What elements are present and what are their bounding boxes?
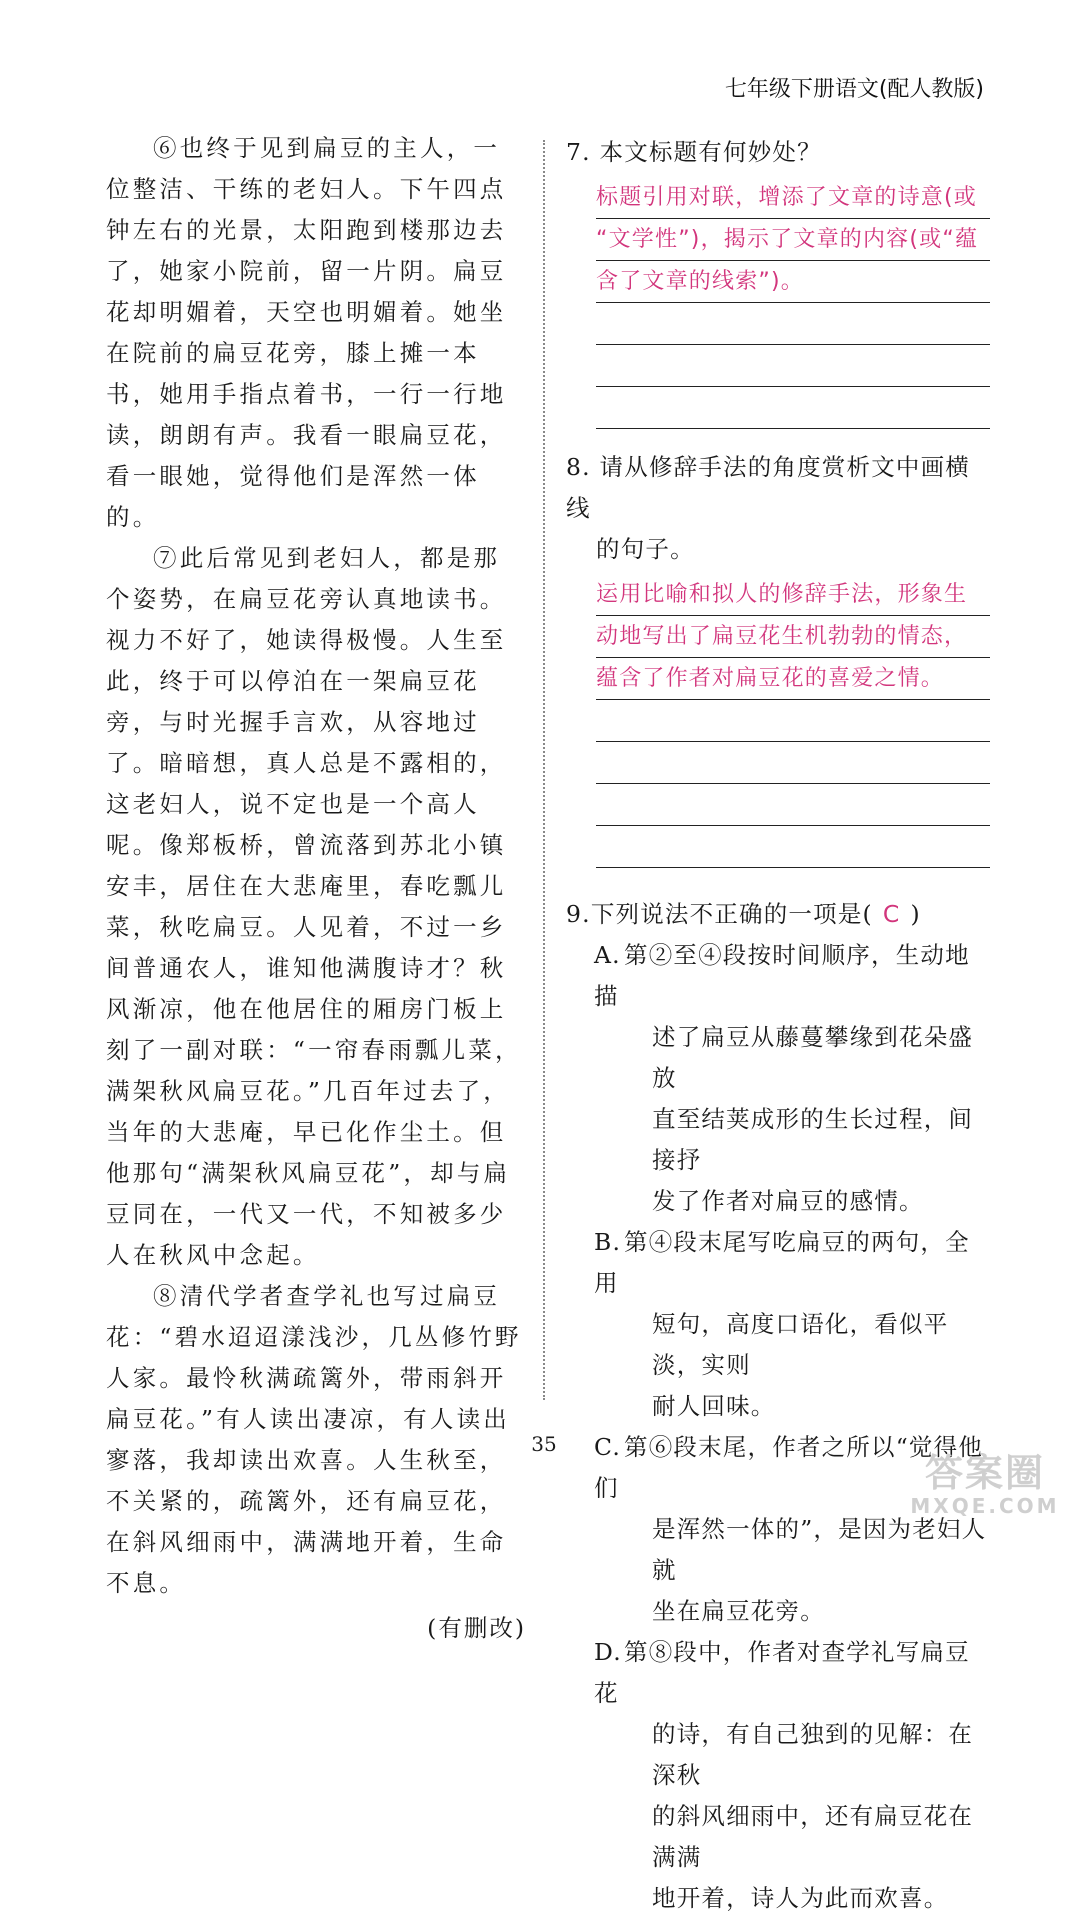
blank-answer-line (596, 826, 990, 868)
option-line: 坐在扁豆花旁。 (652, 1597, 825, 1625)
answer-line: “文学性”)，揭示了文章的内容(或“蕴 (596, 219, 990, 261)
answer-line: 标题引用对联，增添了文章的诗意(或 (596, 177, 990, 219)
paragraph-6: ⑥也终于见到扁豆的主人，一位整洁、干练的老妇人。下午四点钟左右的光景，太阳跑到楼那边去了，她家小院前，留一片阴。扁豆花却明媚着，天空也明媚着。她坐在院前的扁豆花旁，膝上摊一本书，她用手指点着书，一行一行地读，朗朗有声。我看一眼扁豆花，看一眼她，觉得他们是浑然一体的。 (106, 134, 507, 531)
option-line: 述了扁豆从藤蔓攀缘到花朵盛放 (652, 1023, 974, 1092)
option-letter: C. (594, 1433, 622, 1461)
paragraph-8: ⑧清代学者查学礼也写过扁豆花：“碧水迢迢漾浅沙，几丛修竹野人家。最怜秋满疏篱外，带雨斜开扁豆花。”有人读出凄凉，有人读出寥落，我却读出欢喜。人生秋至，不关紧的，疏篱外，还有扁豆花，在斜风细雨中，满满地开着，生命不息。 (106, 1282, 522, 1597)
blank-answer-line (596, 700, 990, 742)
questions-column (566, 132, 990, 1919)
page-header: 七年级下册语文(配人教版) (724, 77, 984, 102)
question-9-text: 下列说法不正确的一项是( (590, 900, 873, 928)
question-9-number: 9. (566, 900, 591, 928)
question-7 (566, 132, 990, 173)
option-a (566, 935, 990, 1222)
blank-answer-line (596, 387, 990, 429)
question-9-close-paren: ) (910, 900, 921, 928)
source-note: (有删改) (427, 1614, 526, 1642)
option-line: 第④段末尾写吃扁豆的两句，全用 (594, 1228, 970, 1297)
option-line: 第⑧段中，作者对查学礼写扁豆花 (594, 1638, 970, 1707)
question-7-answer (596, 177, 990, 303)
blank-answer-line (596, 742, 990, 784)
answer-line: 动地写出了扁豆花生机勃勃的情态， (596, 616, 990, 658)
question-8 (566, 447, 990, 570)
question-8-text-cont: 的句子。 (596, 535, 695, 563)
option-letter: B. (594, 1228, 622, 1256)
option-line: 的诗，有自己独到的见解：在深秋 (652, 1720, 974, 1789)
option-line: 发了作者对扁豆的感情。 (652, 1187, 924, 1215)
option-line: 耐人回味。 (652, 1392, 776, 1420)
option-d (566, 1632, 990, 1919)
question-8-number: 8. (566, 453, 591, 481)
watermark-url: MXQE.COM (910, 1494, 1060, 1518)
blank-answer-line (596, 303, 990, 345)
option-letter: A. (594, 941, 621, 969)
option-line: 第②至④段按时间顺序，生动地描 (594, 941, 970, 1010)
watermark-text: 答案圈 (924, 1451, 1045, 1495)
question-8-answer (596, 574, 990, 700)
option-line: 直至结荚成形的生长过程，间接抒 (652, 1105, 974, 1174)
option-letter: D. (594, 1638, 622, 1666)
question-7-number: 7. (566, 138, 591, 166)
option-line: 第⑥段末尾，作者之所以“觉得他们 (594, 1433, 984, 1502)
option-line: 地开着，诗人为此而欢喜。 (652, 1884, 949, 1912)
paragraph-7: ⑦此后常见到老妇人，都是那个姿势，在扁豆花旁认真地读书。视力不好了，她读得极慢。人生至此，终于可以停泊在一架扁豆花旁，与时光握手言欢，从容地过了。暗暗想，真人总是不露相的，这老妇人，说不定也是一个高人呢。像郑板桥，曾流落到苏北小镇安丰，居住在大悲庵里，春吃瓢儿菜，秋吃扁豆。人见着，不过一乡间普通农人，谁知他满腹诗才？秋风渐凉，他在他居住的厢房门板上刻了一副对联：“一帘春雨瓢儿菜，满架秋风扁豆花。”几百年过去了，当年的大悲庵，早已化作尘土。但他那句“满架秋风扁豆花”，却与扁豆同在，一代又一代，不知被多少人在秋风中念起。 (106, 544, 522, 1269)
reading-passage (106, 128, 526, 1649)
option-line: 短句，高度口语化，看似平淡，实则 (652, 1310, 949, 1379)
blank-answer-line (596, 345, 990, 387)
page-number: 35 (531, 1432, 557, 1456)
option-b (566, 1222, 990, 1427)
column-divider (543, 140, 545, 1400)
watermark-logo (900, 1452, 1070, 1522)
answer-line: 含了文章的线索”)。 (596, 261, 990, 303)
option-line: 的斜风细雨中，还有扁豆花在满满 (652, 1802, 974, 1871)
question-8-text: 请从修辞手法的角度赏析文中画横线 (566, 453, 970, 522)
option-line: 是浑然一体的”，是因为老妇人就 (652, 1515, 987, 1584)
blank-answer-line (596, 784, 990, 826)
answer-line: 蕴含了作者对扁豆花的喜爱之情。 (596, 658, 990, 700)
question-7-text: 本文标题有何妙处？ (599, 138, 822, 166)
question-9 (566, 894, 990, 935)
question-9-answer: C (882, 900, 901, 928)
answer-line: 运用比喻和拟人的修辞手法，形象生 (596, 574, 990, 616)
